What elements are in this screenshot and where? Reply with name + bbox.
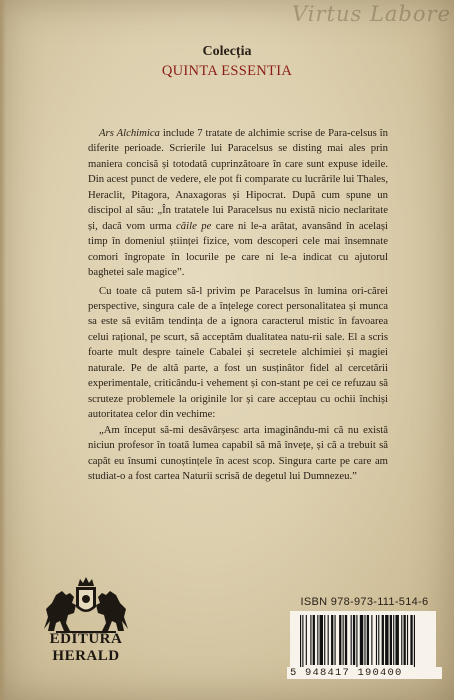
barcode-bar xyxy=(414,615,415,669)
barcode-bar xyxy=(310,615,311,665)
blurb-p1-emphasis: căile pe xyxy=(176,219,212,232)
barcode-bar xyxy=(345,615,347,665)
barcode-bar xyxy=(367,615,369,665)
barcode-bar xyxy=(404,615,406,665)
barcode-bar xyxy=(385,615,388,665)
barcode-bar xyxy=(395,615,398,665)
series-title: QUINTA ESSENTIA xyxy=(161,63,293,79)
barcode-bar xyxy=(401,615,402,665)
blurb-paragraph-2: Cu toate că putem să-l privim pe Paracelsus în lumina ori-cărei perspective, singura cale de a înțelege corect personalitatea și munca sa este să evităm tendința de a ignora caracterul mistic în favoarea celui rațional, pe scurt, să acceptăm dualitatea natu-rii sale. El a scris foarte mult despre tainele Cabalei și secretele alchimiei și magiei naturale. Pe de altă parte, a fost un susținător fidel al cercetării experimentale, criticându-i vehement și con-stant pe cei ce refuzau să scruteze problemele la originile lor și care acceptau cu ochii închiși autoritatea celor din vechime: xyxy=(88,284,388,421)
barcode-bar xyxy=(364,615,365,665)
barcode-bar xyxy=(331,615,333,665)
barcode-bar xyxy=(410,615,412,665)
barcode-bar xyxy=(339,615,341,665)
blurb-quote: „Am început să-mi desăvârșesc arta imaginându-mi că nu există niciun profesor în toată lumea capabil să mă învețe, și că a trebuit să capăt eu însumi cunoștințele în acest scop. Singura carte pe care am studiat-o a fost cartea Naturii scrisă de degetul lui Dumnezeu.” xyxy=(88,423,388,482)
barcode-bar xyxy=(382,615,384,665)
barcode-bar xyxy=(313,615,315,665)
barcode-bar xyxy=(356,615,357,669)
barcode-bar xyxy=(407,615,408,665)
barcode-bar xyxy=(306,615,307,665)
barcode-bar xyxy=(390,615,392,665)
series-label: Colecția xyxy=(202,44,252,59)
barcode-bar xyxy=(324,615,325,665)
barcode-bar xyxy=(335,615,336,665)
blurb-p1-part-b: care ni le-a arătat, avansând în același timp în domeniul științei fizice, vom descoperi cele mai însemnate comori îngropate în locurile pe care ni le-a indicat cu ajutorul baghetei sale magice”. xyxy=(88,219,389,279)
barcode-bar xyxy=(393,615,394,665)
barcode-bar xyxy=(300,615,301,669)
blurb-text xyxy=(88,126,388,484)
barcode-bar xyxy=(351,615,352,665)
barcode-digits: 5 948417 190400 xyxy=(287,667,442,679)
watermark-text: Virtus Labore xyxy=(292,2,451,26)
barcode-bar xyxy=(371,615,372,665)
book-title-italic: Ars Alchimica xyxy=(99,127,160,139)
isbn-label: ISBN 978-973-111-514-6 xyxy=(300,596,429,608)
blurb-p1-part-a: include 7 tratate de alchimie scrise de Para-celsus în diferite perioade. Scrierile lui Paracelsus se disting mai ales prin maniera concisă și totodată cuprinzătoare în care sunt expuse ideile. Din acest punct de vedere, ele pot fi comparate cu lucrările lui Thales, Heraclit, Pitagora, Anaxagoras și Hipocrat. După cum spune un discipol al său: „În tratatele lui Paracelsus nu există nicio neclaritate și, dacă vom urma xyxy=(88,127,388,232)
spine-edge xyxy=(0,0,6,700)
barcode-bar xyxy=(376,615,377,665)
barcode-bar xyxy=(343,615,344,665)
publisher-name-line1: EDITURA xyxy=(49,631,123,647)
barcode-bar xyxy=(302,615,303,669)
blurb-paragraph-1 xyxy=(88,126,388,281)
barcode-bar xyxy=(328,615,329,665)
publisher-logo-icon xyxy=(36,573,136,635)
barcode-bar xyxy=(360,615,363,665)
barcode-bar xyxy=(317,615,318,665)
barcode-icon xyxy=(290,611,436,669)
publisher-name-line2: HERALD xyxy=(52,648,120,664)
barcode-bar xyxy=(320,615,323,665)
barcode-bar xyxy=(353,615,355,665)
watermark-motto xyxy=(292,2,452,42)
barcode-bar xyxy=(378,615,379,665)
